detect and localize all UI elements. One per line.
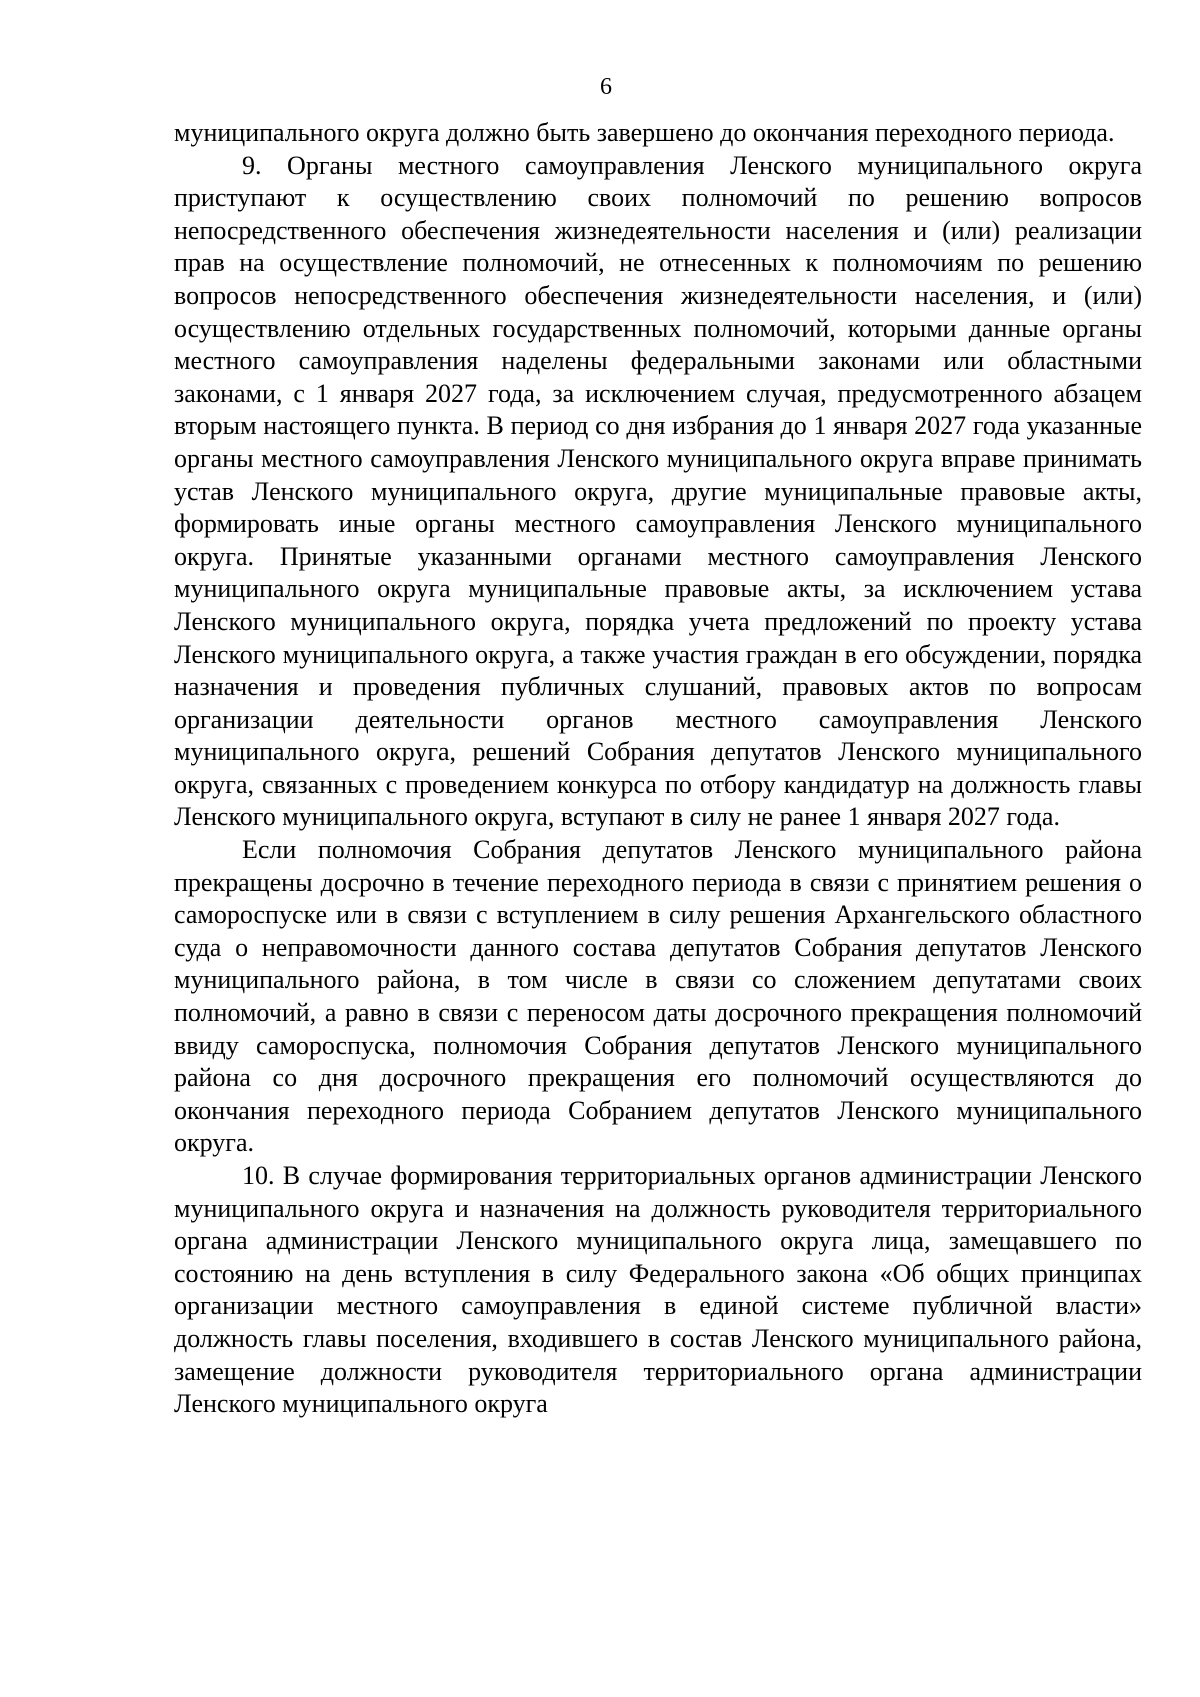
paragraph-continuation: муниципального округа должно быть завершено до окончания переходного периода. <box>174 118 1115 147</box>
paragraph-item-10: 10. В случае формирования территориальных органов администрации Ленского муниципального округа и назначения на должность руководителя территориального органа администрации Ленского муниципального округа лица, замещавшего по состоянию на день вступления в силу Федерального закона «Об общих принципах организации местного самоуправления в единой системе публичной власти» должность главы поселения, входившего в состав Ленского муниципального района, замещение должности руководителя территориального органа администрации Ленского муниципального округа <box>174 1161 1142 1419</box>
page-number: 6 <box>600 74 612 100</box>
document-body <box>174 117 1142 1421</box>
paragraph-item-9: 9. Органы местного самоуправления Ленского муниципального округа приступают к осуществлению своих полномочий по решению вопросов непосредственного обеспечения жизнедеятельности населения и (или) реализации прав на осуществление полномочий, не отнесенных к полномочиям по решению вопросов непосредственного обеспечения жизнедеятельности населения, и (или) осуществлению отдельных государственных полномочий, которыми данные органы местного самоуправления наделены федеральными законами или областными законами, с 1 января 2027 года, за исключением случая, предусмотренного абзацем вторым настоящего пункта. В период со дня избрания до 1 января 2027 года указанные органы местного самоуправления Ленского муниципального округа вправе принимать устав Ленского муниципального округа, другие муниципальные правовые акты, формировать иные органы местного самоуправления Ленского муниципального округа. Принятые указанными органами местного самоуправления Ленского муниципального округа муниципальные правовые акты, за исключением устава Ленского муниципального округа, порядка учета предложений по проекту устава Ленского муниципального округа, а также участия граждан в его обсуждении, порядка назначения и проведения публичных слушаний, правовых актов по вопросам организации деятельности органов местного самоуправления Ленского муниципального округа, решений Собрания депутатов Ленского муниципального округа, связанных с проведением конкурса по отбору кандидатур на должность главы Ленского муниципального округа, вступают в силу не ранее 1 января 2027 года. <box>174 150 1142 832</box>
paragraph-item-9-second: Если полномочия Собрания депутатов Ленского муниципального района прекращены досрочно в течение переходного периода в связи с принятием решения о самороспуске или в связи с вступлением в силу решения Архангельского областного суда о неправомочности данного состава депутатов Собрания депутатов Ленского муниципального района, в том числе в связи со сложением депутатами своих полномочий, а равно в связи с переносом даты досрочного прекращения полномочий ввиду самороспуска, полномочия Собрания депутатов Ленского муниципального района со дня досрочного прекращения его полномочий осуществляются до окончания переходного периода Собранием депутатов Ленского муниципального округа. <box>174 835 1142 1158</box>
